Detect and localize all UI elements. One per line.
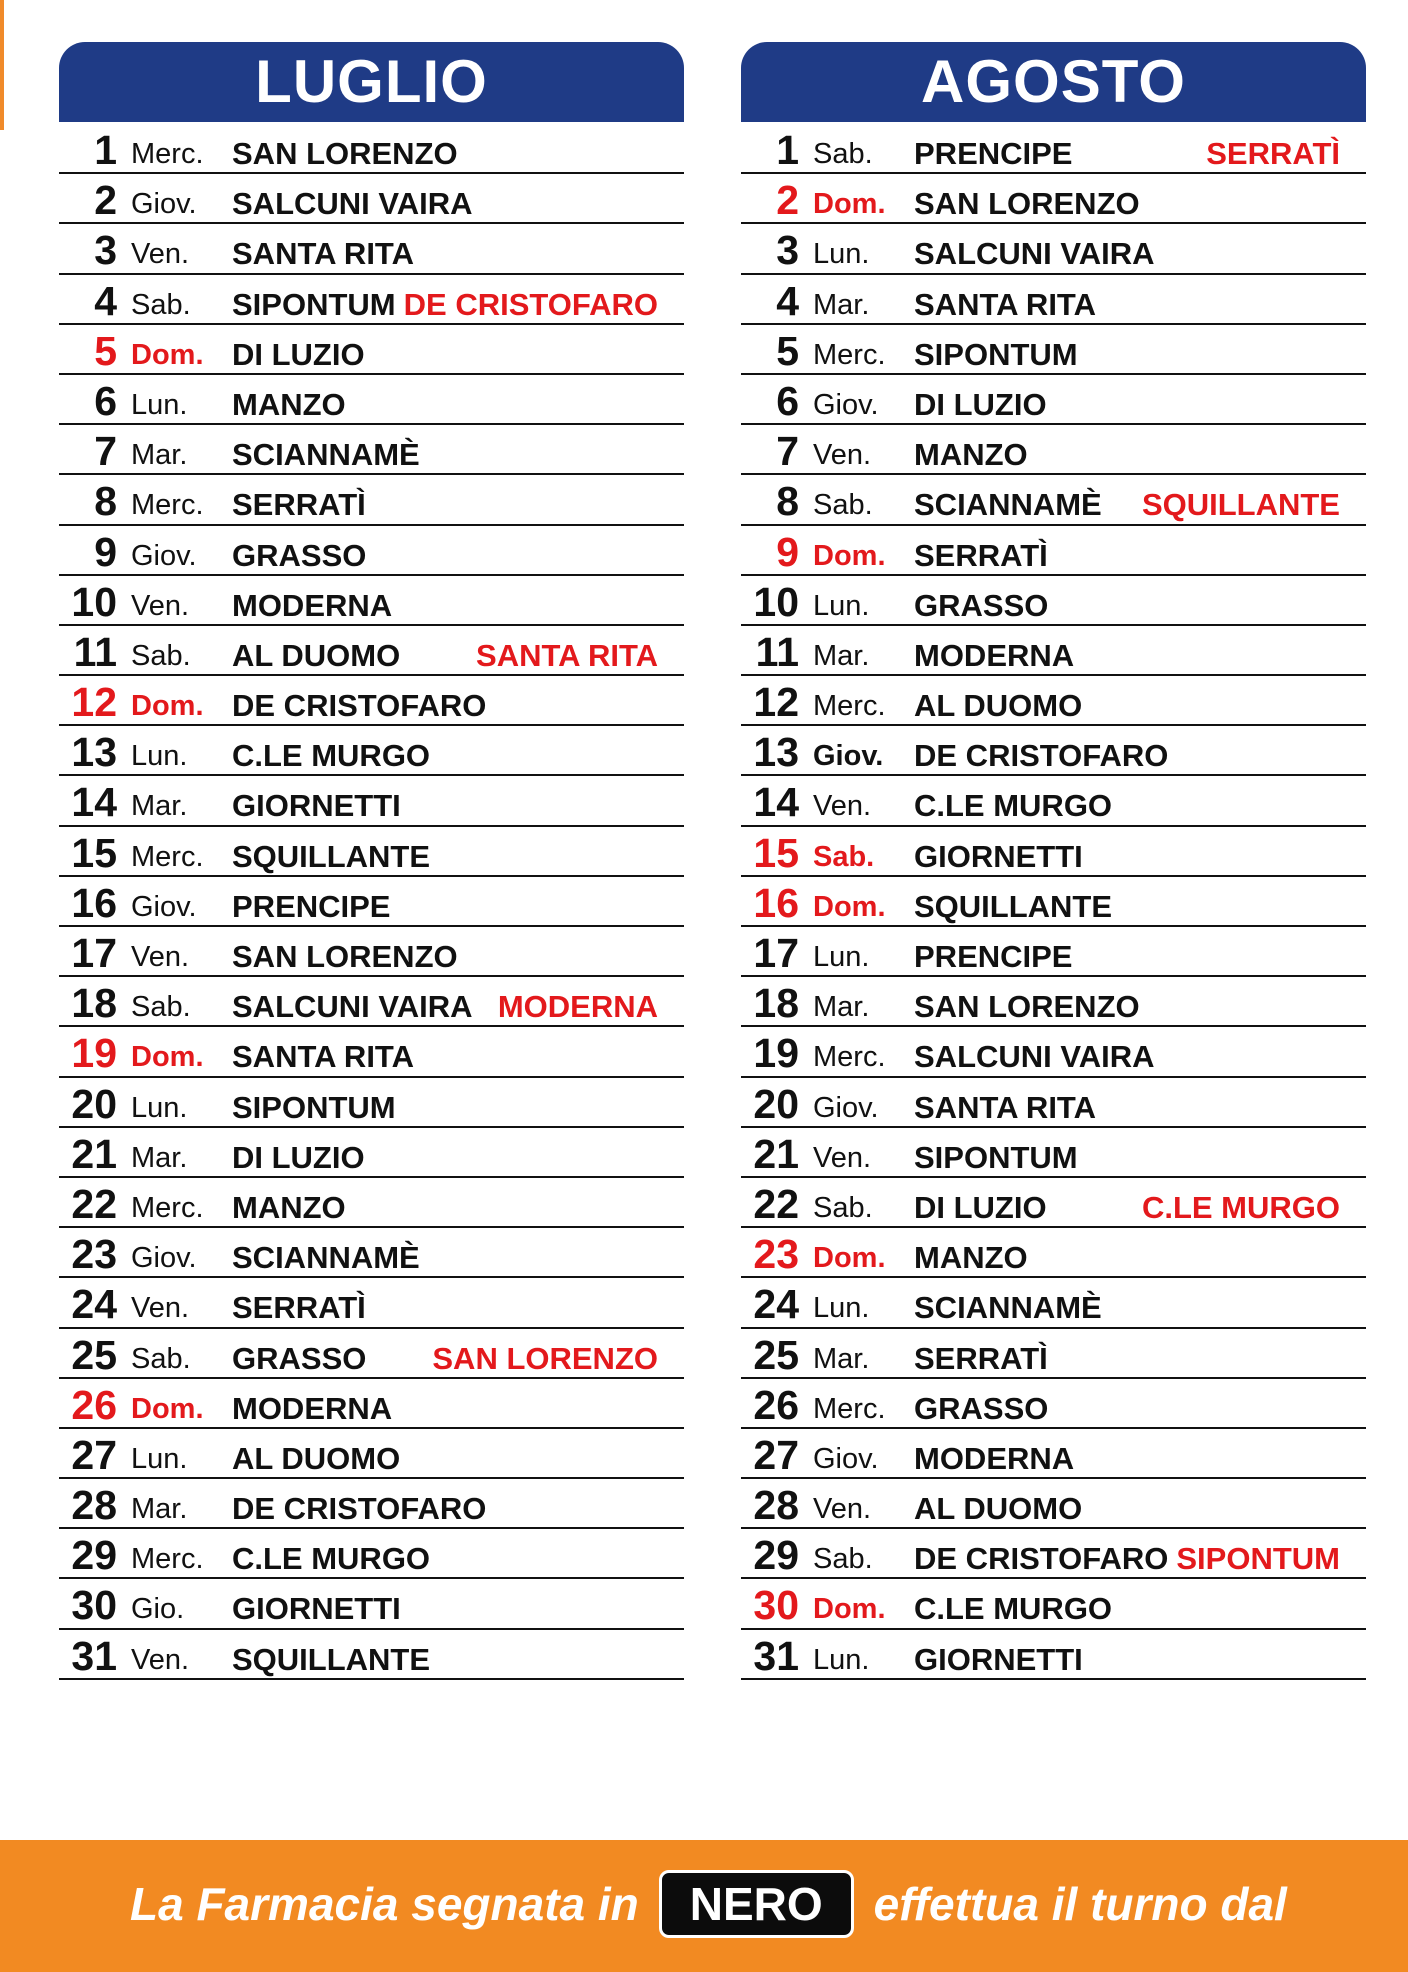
pharmacy-name: AL DUOMO [232, 637, 401, 673]
day-row [59, 576, 684, 626]
weekday-label: Dom. [813, 890, 886, 923]
day-row [59, 375, 684, 425]
day-number: 5 [94, 327, 117, 374]
weekday-label: Merc. [131, 1191, 204, 1224]
day-number: 30 [753, 1582, 799, 1629]
weekday-label: Ven. [131, 1643, 190, 1676]
weekday-label: Sab. [131, 1342, 191, 1375]
weekday-label: Giov. [813, 1091, 879, 1124]
weekday-label: Lun. [813, 1292, 870, 1325]
day-row [741, 626, 1366, 676]
pharmacy-name: DE CRISTOFARO [914, 1541, 1169, 1577]
alternate-pharmacy: MODERNA [497, 989, 658, 1025]
day-row [741, 174, 1366, 224]
alternate-pharmacy: SAN LORENZO [432, 1340, 658, 1376]
day-row [59, 877, 684, 927]
day-row [741, 877, 1366, 927]
pharmacy-name: C.LE MURGO [914, 788, 1113, 824]
weekday-label: Sab. [813, 840, 875, 873]
pharmacy-name: SIPONTUM [914, 336, 1078, 372]
day-row [741, 375, 1366, 425]
day-row [59, 1529, 684, 1579]
pharmacy-name: DI LUZIO [914, 386, 1047, 422]
weekday-label: Mar. [813, 288, 870, 321]
pharmacy-name: GRASSO [914, 587, 1049, 623]
day-number: 31 [71, 1632, 117, 1679]
pharmacy-name: MODERNA [232, 1390, 393, 1426]
weekday-label: Lun. [131, 1091, 188, 1124]
day-number: 3 [94, 227, 117, 274]
day-row [59, 1228, 684, 1278]
day-number: 20 [753, 1080, 799, 1127]
pharmacy-name: SALCUNI VAIRA [914, 236, 1155, 272]
day-number: 8 [776, 478, 799, 525]
weekday-label: Mar. [131, 1141, 188, 1174]
day-number: 12 [71, 679, 117, 726]
pharmacy-name: GIORNETTI [232, 788, 401, 824]
day-number: 31 [753, 1632, 799, 1679]
day-row [741, 977, 1366, 1027]
day-number: 13 [753, 729, 799, 776]
day-number: 26 [753, 1381, 799, 1428]
weekday-label: Dom. [131, 1392, 204, 1425]
nero-badge: NERO [659, 1870, 854, 1938]
weekday-label: Ven. [813, 1493, 872, 1526]
day-number: 23 [71, 1231, 117, 1278]
weekday-label: Mar. [131, 790, 188, 823]
day-row [741, 1178, 1366, 1228]
day-row [741, 676, 1366, 726]
day-number: 29 [753, 1532, 799, 1579]
day-row [59, 676, 684, 726]
pharmacy-name: SALCUNI VAIRA [914, 1039, 1155, 1075]
pharmacy-name: SIPONTUM [232, 286, 396, 322]
day-number: 5 [776, 327, 799, 374]
day-number: 24 [753, 1281, 799, 1328]
day-row [741, 1128, 1366, 1178]
pharmacy-name: SALCUNI VAIRA [232, 186, 473, 222]
weekday-label: Dom. [131, 1041, 204, 1074]
weekday-label: Sab. [131, 639, 191, 672]
pharmacy-name: SAN LORENZO [914, 989, 1140, 1025]
weekday-label: Giov. [131, 1242, 197, 1275]
month-column-luglio [59, 42, 684, 1680]
pharmacy-name: AL DUOMO [914, 688, 1083, 724]
pharmacy-name: SERRATÌ [232, 487, 366, 523]
day-number: 26 [71, 1381, 117, 1428]
weekday-label: Dom. [813, 188, 886, 221]
day-number: 30 [71, 1582, 117, 1629]
day-row [741, 576, 1366, 626]
weekday-label: Giov. [131, 539, 197, 572]
day-number: 19 [71, 1030, 117, 1077]
day-row [59, 726, 684, 776]
day-number: 10 [753, 578, 799, 625]
pharmacy-name: DI LUZIO [914, 1189, 1047, 1225]
weekday-label: Merc. [813, 690, 886, 723]
day-number: 14 [753, 779, 799, 826]
weekday-label: Dom. [813, 539, 886, 572]
pharmacy-name: C.LE MURGO [232, 1541, 431, 1577]
day-row [59, 1329, 684, 1379]
weekday-label: Ven. [131, 1292, 190, 1325]
day-row [59, 124, 684, 174]
weekday-label: Mar. [131, 439, 188, 472]
alternate-pharmacy: SQUILLANTE [1141, 487, 1340, 523]
day-row [59, 1379, 684, 1429]
day-row [741, 726, 1366, 776]
day-row [59, 977, 684, 1027]
pharmacy-name: SCIANNAMÈ [914, 1290, 1102, 1326]
day-number: 22 [71, 1180, 117, 1227]
weekday-label: Dom. [813, 1593, 886, 1626]
weekday-label: Ven. [131, 941, 190, 973]
day-number: 7 [94, 428, 117, 475]
footer-text [130, 1870, 1287, 1938]
day-row [741, 776, 1366, 826]
month-title: AGOSTO [741, 42, 1366, 122]
day-number: 28 [71, 1482, 117, 1529]
day-row [741, 927, 1366, 977]
alternate-pharmacy: DE CRISTOFARO [403, 286, 658, 322]
day-row [741, 1630, 1366, 1680]
day-number: 17 [71, 930, 117, 976]
day-number: 15 [71, 829, 117, 876]
pharmacy-name: MODERNA [914, 1440, 1075, 1476]
day-number: 20 [71, 1080, 117, 1127]
day-number: 11 [73, 628, 117, 675]
day-row [741, 1479, 1366, 1529]
pharmacy-name: SCIANNAMÈ [232, 1240, 420, 1276]
pharmacy-name: GIORNETTI [914, 1641, 1083, 1677]
day-row [59, 325, 684, 375]
day-number: 10 [71, 578, 117, 625]
day-row [59, 1178, 684, 1228]
weekday-label: Ven. [813, 790, 872, 823]
weekday-label: Mar. [813, 1342, 870, 1375]
pharmacy-name: SAN LORENZO [232, 939, 458, 974]
day-row [741, 1579, 1366, 1629]
day-number: 16 [753, 879, 799, 926]
day-number: 4 [776, 277, 799, 324]
pharmacy-name: PRENCIPE [232, 888, 391, 924]
pharmacy-name: DE CRISTOFARO [914, 738, 1169, 774]
day-row [59, 224, 684, 274]
day-number: 8 [94, 478, 117, 525]
weekday-label: Giov. [131, 188, 197, 221]
day-number: 12 [753, 679, 799, 726]
day-row [59, 425, 684, 475]
pharmacy-name: SANTA RITA [914, 1089, 1096, 1125]
pharmacy-name: SAN LORENZO [232, 136, 458, 171]
alternate-pharmacy: SIPONTUM [1176, 1541, 1340, 1577]
weekday-label: Lun. [813, 1643, 870, 1676]
alternate-pharmacy: C.LE MURGO [1141, 1189, 1340, 1225]
day-number: 2 [776, 177, 799, 224]
day-number: 13 [71, 729, 117, 776]
pharmacy-name: DE CRISTOFARO [232, 688, 487, 724]
pharmacy-name: GIORNETTI [914, 838, 1083, 874]
day-row [741, 224, 1366, 274]
day-number: 21 [753, 1130, 799, 1177]
pharmacy-name: MANZO [914, 1240, 1028, 1276]
weekday-label: Sab. [813, 489, 873, 522]
pharmacy-name: GRASSO [232, 1340, 367, 1376]
day-number: 9 [94, 528, 117, 575]
day-row [741, 124, 1366, 174]
day-number: 19 [753, 1030, 799, 1077]
pharmacy-name: MANZO [232, 386, 346, 422]
pharmacy-name: SERRATÌ [914, 1340, 1048, 1376]
day-number: 15 [753, 829, 799, 876]
weekday-label: Mar. [813, 639, 870, 672]
day-row [59, 1278, 684, 1328]
day-row [59, 526, 684, 576]
pharmacy-name: GRASSO [914, 1390, 1049, 1426]
pharmacy-name: SQUILLANTE [232, 1641, 431, 1677]
weekday-label: Dom. [813, 1242, 886, 1275]
alternate-pharmacy: SANTA RITA [476, 637, 658, 673]
footer-banner [0, 1840, 1408, 1972]
weekday-label: Giov. [131, 890, 197, 923]
day-number: 3 [776, 227, 799, 274]
pharmacy-name: SIPONTUM [914, 1139, 1078, 1175]
day-number: 9 [776, 528, 799, 575]
weekday-label: Ven. [813, 1141, 872, 1174]
day-row [59, 1579, 684, 1629]
day-row [741, 1329, 1366, 1379]
weekday-label: Sab. [131, 991, 191, 1024]
day-row [741, 475, 1366, 525]
pharmacy-name: GRASSO [232, 537, 367, 573]
day-row [59, 174, 684, 224]
day-number: 6 [94, 377, 117, 424]
day-number: 27 [71, 1431, 117, 1478]
left-edge-stripe [0, 0, 4, 130]
day-row [59, 827, 684, 877]
day-number: 25 [753, 1331, 799, 1378]
day-row [59, 927, 684, 977]
day-list [741, 124, 1366, 1680]
day-number: 22 [753, 1180, 799, 1227]
day-row [59, 275, 684, 325]
pharmacy-name: DI LUZIO [232, 336, 365, 372]
weekday-label: Sab. [131, 288, 191, 321]
day-row [741, 1027, 1366, 1077]
day-row [741, 425, 1366, 475]
weekday-label: Giov. [813, 740, 884, 773]
pharmacy-name: SCIANNAMÈ [914, 487, 1102, 523]
day-row [741, 1278, 1366, 1328]
weekday-label: Giov. [813, 388, 879, 421]
weekday-label: Mar. [131, 1493, 188, 1526]
weekday-label: Merc. [813, 1392, 886, 1425]
pharmacy-name: SANTA RITA [232, 1039, 414, 1075]
month-title: LUGLIO [59, 42, 684, 122]
weekday-label: Mar. [813, 991, 870, 1024]
day-row [59, 1630, 684, 1680]
day-row [741, 325, 1366, 375]
pharmacy-name: MANZO [232, 1189, 346, 1225]
day-number: 1 [776, 127, 799, 173]
day-row [741, 1429, 1366, 1479]
day-row [59, 626, 684, 676]
weekday-label: Lun. [131, 740, 188, 773]
weekday-label: Gio. [131, 1593, 185, 1626]
pharmacy-name: AL DUOMO [232, 1440, 401, 1476]
day-number: 16 [71, 879, 117, 926]
weekday-label: Lun. [131, 1442, 188, 1475]
day-row [59, 1128, 684, 1178]
weekday-label: Ven. [131, 589, 190, 622]
day-number: 21 [71, 1130, 117, 1177]
day-number: 11 [755, 628, 799, 675]
day-number: 6 [776, 377, 799, 424]
day-number: 7 [776, 428, 799, 475]
pharmacy-name: SANTA RITA [232, 236, 414, 272]
day-row [59, 1078, 684, 1128]
pharmacy-name: C.LE MURGO [232, 738, 431, 774]
day-row [59, 475, 684, 525]
pharmacy-name: SALCUNI VAIRA [232, 989, 473, 1025]
day-number: 4 [94, 277, 117, 324]
day-number: 24 [71, 1281, 117, 1328]
day-number: 25 [71, 1331, 117, 1378]
pharmacy-name: DI LUZIO [232, 1139, 365, 1175]
month-column-agosto [741, 42, 1366, 1680]
day-row [741, 1228, 1366, 1278]
day-number: 17 [753, 930, 799, 976]
pharmacy-name: GIORNETTI [232, 1591, 401, 1627]
weekday-label: Lun. [813, 238, 870, 271]
footer-text-after: effettua il turno dal [873, 1878, 1287, 1930]
weekday-label: Merc. [131, 489, 204, 522]
weekday-label: Dom. [131, 338, 204, 371]
pharmacy-name: SIPONTUM [232, 1089, 396, 1125]
weekday-label: Sab. [813, 1543, 873, 1576]
pharmacy-name: MANZO [914, 437, 1028, 473]
pharmacy-name: SQUILLANTE [232, 838, 431, 874]
alternate-pharmacy: SERRATÌ [1206, 136, 1340, 171]
day-number: 1 [94, 127, 117, 173]
day-number: 18 [753, 980, 799, 1027]
weekday-label: Merc. [131, 840, 204, 873]
day-row [59, 1027, 684, 1077]
pharmacy-name: PRENCIPE [914, 939, 1073, 974]
pharmacy-name: PRENCIPE [914, 136, 1073, 171]
day-row [741, 526, 1366, 576]
pharmacy-name: C.LE MURGO [914, 1591, 1113, 1627]
pharmacy-name: AL DUOMO [914, 1491, 1083, 1527]
day-number: 2 [94, 177, 117, 224]
pharmacy-name: SCIANNAMÈ [232, 437, 420, 473]
pharmacy-name: SAN LORENZO [914, 186, 1140, 222]
weekday-label: Sab. [813, 138, 873, 170]
pharmacy-name: SANTA RITA [914, 286, 1096, 322]
weekday-label: Ven. [131, 238, 190, 271]
pharmacy-name: SERRATÌ [914, 537, 1048, 573]
weekday-label: Merc. [131, 1543, 204, 1576]
day-row [741, 275, 1366, 325]
weekday-label: Lun. [813, 589, 870, 622]
day-number: 23 [753, 1231, 799, 1278]
pharmacy-name: MODERNA [914, 637, 1075, 673]
pharmacy-name: MODERNA [232, 587, 393, 623]
weekday-label: Sab. [813, 1191, 873, 1224]
weekday-label: Merc. [813, 338, 886, 371]
day-list [59, 124, 684, 1680]
day-number: 18 [71, 980, 117, 1027]
day-row [59, 776, 684, 826]
day-row [741, 1379, 1366, 1429]
day-number: 14 [71, 779, 117, 826]
weekday-label: Giov. [813, 1442, 879, 1475]
pharmacy-name: DE CRISTOFARO [232, 1491, 487, 1527]
weekday-label: Dom. [131, 690, 204, 723]
pharmacy-name: SQUILLANTE [914, 888, 1113, 924]
weekday-label: Merc. [131, 138, 204, 170]
day-row [59, 1479, 684, 1529]
footer-text-before: La Farmacia segnata in [130, 1878, 639, 1930]
day-number: 29 [71, 1532, 117, 1579]
weekday-label: Merc. [813, 1041, 886, 1074]
day-row [741, 1529, 1366, 1579]
pharmacy-name: SERRATÌ [232, 1290, 366, 1326]
weekday-label: Lun. [813, 941, 870, 973]
day-row [59, 1429, 684, 1479]
day-row [741, 1078, 1366, 1128]
weekday-label: Lun. [131, 388, 188, 421]
day-row [741, 827, 1366, 877]
day-number: 28 [753, 1482, 799, 1529]
day-number: 27 [753, 1431, 799, 1478]
weekday-label: Ven. [813, 439, 872, 472]
